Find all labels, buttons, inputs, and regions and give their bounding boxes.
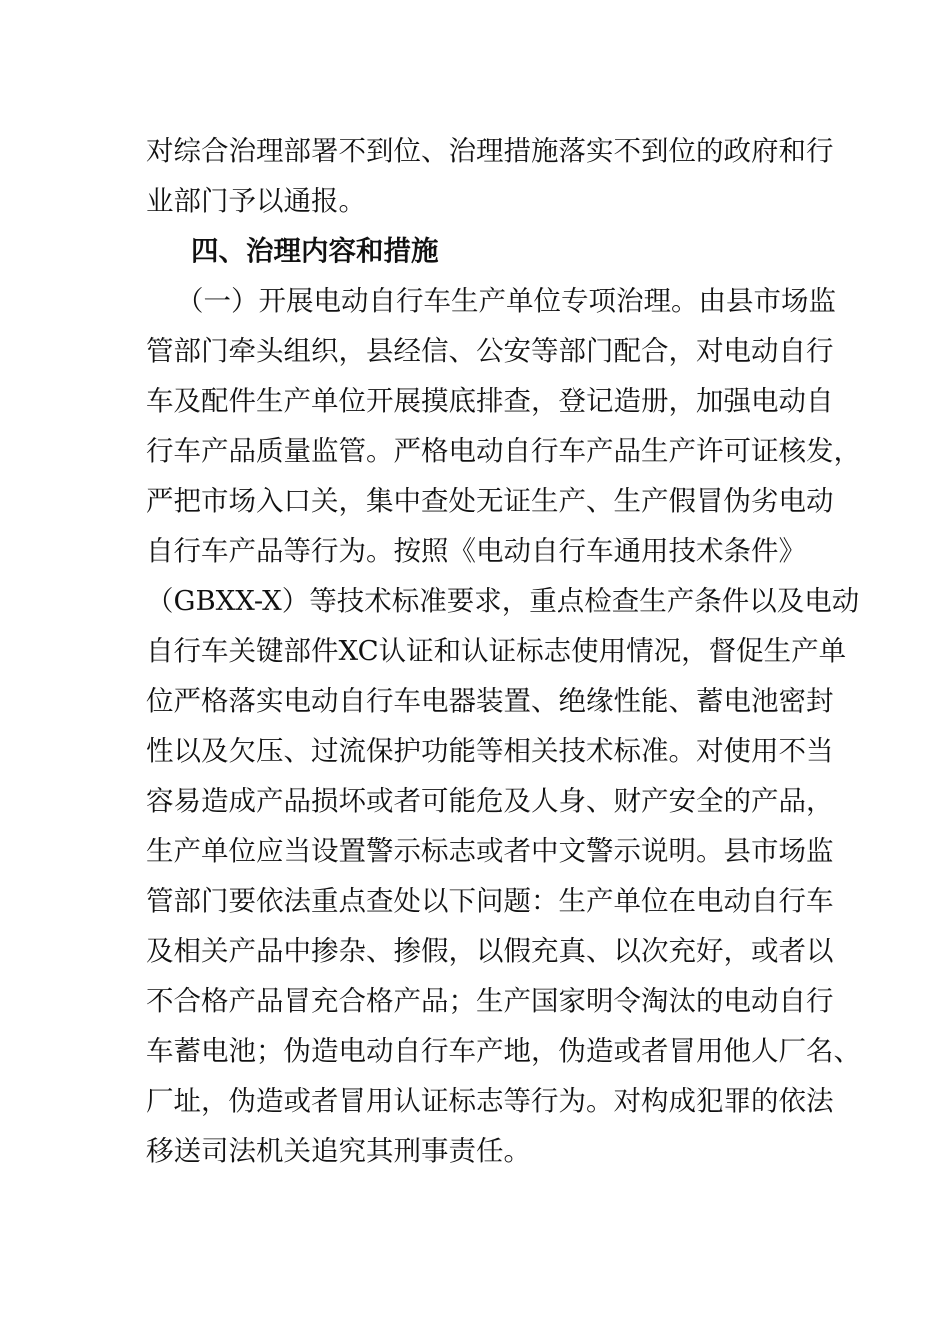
- paragraph-line: 行车产品质量监管。严格电动自行车产品生产许可证核发，: [146, 435, 861, 467]
- paragraph-line: 性以及欠压、过流保护功能等相关技术标准。对使用不当: [146, 735, 834, 767]
- paragraph-line: 容易造成产品损坏或者可能危及人身、财产安全的产品，: [146, 785, 834, 817]
- paragraph-line: 车蓄电池；伪造电动自行车产地，伪造或者冒用他人厂名、: [146, 1035, 861, 1067]
- paragraph-line: 严把市场入口关，集中查处无证生产、生产假冒伪劣电动: [146, 485, 834, 517]
- paragraph-line: 不合格产品冒充合格产品；生产国家明令淘汰的电动自行: [146, 985, 834, 1017]
- text-line: 业部门予以通报。: [146, 185, 366, 217]
- section-heading: 四、治理内容和措施: [191, 235, 439, 267]
- paragraph-line: 生产单位应当设置警示标志或者中文警示说明。县市场监: [146, 835, 834, 867]
- paragraph-line: （一）开展电动自行车生产单位专项治理。由县市场监: [176, 285, 836, 317]
- paragraph-line: 管部门牵头组织，县经信、公安等部门配合，对电动自行: [146, 335, 834, 367]
- paragraph-line: 管部门要依法重点查处以下问题：生产单位在电动自行车: [146, 885, 834, 917]
- text-line: 对综合治理部署不到位、治理措施落实不到位的政府和行: [146, 135, 834, 167]
- paragraph-line: 及相关产品中掺杂、掺假，以假充真、以次充好，或者以: [146, 935, 834, 967]
- paragraph-line: （GBXX-X）等技术标准要求，重点检查生产条件以及电动: [146, 585, 860, 617]
- paragraph-line: 位严格落实电动自行车电器装置、绝缘性能、蓄电池密封: [146, 685, 834, 717]
- paragraph-line: 厂址，伪造或者冒用认证标志等行为。对构成犯罪的依法: [146, 1085, 834, 1117]
- paragraph-line: 移送司法机关追究其刑事责任。: [146, 1135, 531, 1167]
- paragraph-line: 车及配件生产单位开展摸底排查，登记造册，加强电动自: [146, 385, 834, 417]
- paragraph-line: 自行车产品等行为。按照《电动自行车通用技术条件》: [146, 535, 806, 567]
- paragraph-line: 自行车关键部件XC认证和认证标志使用情况，督促生产单: [146, 635, 847, 667]
